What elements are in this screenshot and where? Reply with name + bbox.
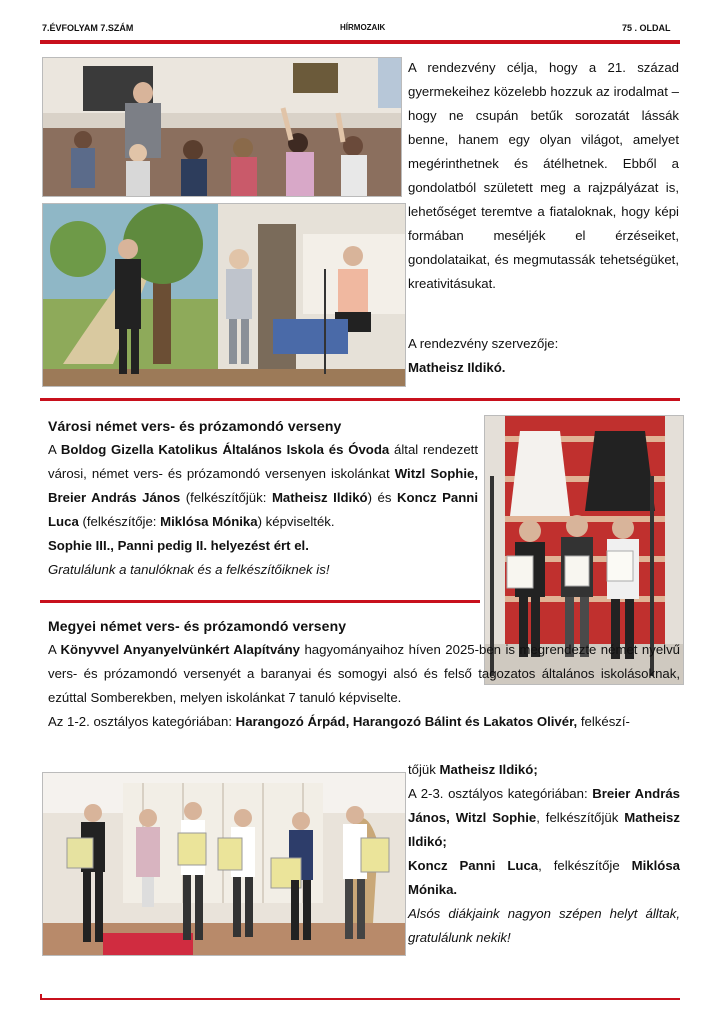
organizer-name (408, 356, 679, 380)
footer-rule (40, 998, 680, 1000)
text: hagyományaihoz híven 2025-ben is megrendezte német nyelvű vers- és prózamondó versenyét a baranyai és somogyi alsó és felső tagozatos általános iskolásoknak, ezúttal Somberekben, melyen iskolánkat 7 tanuló képviselte. (48, 642, 681, 705)
organizer-name-text: Matheisz Ildikó. (408, 360, 506, 375)
header-page-number: 75 . OLDAL (622, 23, 671, 33)
photo-classroom-audience (42, 57, 402, 197)
teacher-name: Matheisz Ildikó (271, 490, 368, 505)
text: tőjük (408, 762, 440, 777)
text: (felkészítőjük: (180, 490, 272, 505)
teacher-name: Miklósa Mónika (160, 514, 258, 529)
photo-group-with-diplomas (42, 772, 406, 956)
county-competition-body (48, 638, 680, 734)
text: , felkészítője (538, 858, 632, 873)
text: (felkészítője: (78, 514, 161, 529)
city-competition-body (48, 438, 478, 582)
header-issue: 7.ÉVFOLYAM 7.SZÁM (42, 23, 134, 33)
congrats-text: Gratulálunk a tanulóknak és a felkészítőiknek is! (48, 562, 330, 577)
text: , felkészítőjük (536, 810, 625, 825)
teacher-name: Miklósa Mónika. (408, 858, 681, 897)
student-names: Breier András János, Witzl Sophie (408, 786, 680, 825)
teacher-name: Matheisz Ildikó; (408, 810, 680, 849)
text: Az 1-2. osztályos kategóriában: (48, 714, 236, 729)
result-text: Sophie III., Panni pedig II. helyezést ért el. (48, 538, 309, 553)
text: felkészí- (577, 714, 630, 729)
photo-stage-performance (42, 203, 406, 387)
student-names: Witzl Sophie, Breier András János (48, 466, 478, 505)
text: A (48, 442, 61, 457)
closing-text: Alsós diákjaink nagyon szépen helyt álltak, gratulálunk nekik! (408, 906, 680, 945)
text: ) képviselték. (257, 514, 335, 529)
intro-paragraph: A rendezvény célja, hogy a 21. század gyermekeihez közelebb hozzuk az irodalmat – hogy ne csupán betűk sorozatát lássák benne, hanem egy olyan világot, amelyet megérinthetnek és átélhetnek. Ebből a gondolatból született meg a rajzpályázat is, lehetőséget teremtve a fiataloknak, hogy képi formában meséljék el érzéseiket, gondolataikat, és megmutassák tehetségüket, kreativitásukat. (408, 60, 679, 291)
header-magazine-title: HÍRMOZAIK (340, 23, 386, 32)
student-name: Koncz Panni Luca (408, 858, 539, 873)
section-divider-2 (40, 600, 480, 603)
school-name: Boldog Gizella Katolikus Általános Iskola és Óvoda (60, 442, 390, 457)
teacher-name: Matheisz Ildikó; (439, 762, 538, 777)
header-rule (40, 40, 680, 44)
county-competition-title: Megyei német vers- és prózamondó verseny (48, 618, 347, 634)
text: A 2-3. osztályos kategóriában: (408, 786, 593, 801)
city-competition-title: Városi német vers- és prózamondó verseny (48, 418, 342, 434)
text: ) és (367, 490, 397, 505)
text: által rendezett városi, német vers- és prózamondó versenyen iskolánkat (48, 442, 478, 481)
foundation-name: Könyvvel Anyanyelvünkért Alapítvány (60, 642, 301, 657)
footer-mark (40, 994, 42, 1000)
text: A (48, 642, 61, 657)
organizer-label: A rendezvény szervezője: (408, 336, 559, 351)
student-names: Harangozó Árpád, Harangozó Bálint és Lakatos Olivér, (235, 714, 578, 729)
student-name: Koncz Panni Luca (48, 490, 478, 529)
section-divider-1 (40, 398, 680, 401)
county-categories (408, 758, 680, 950)
